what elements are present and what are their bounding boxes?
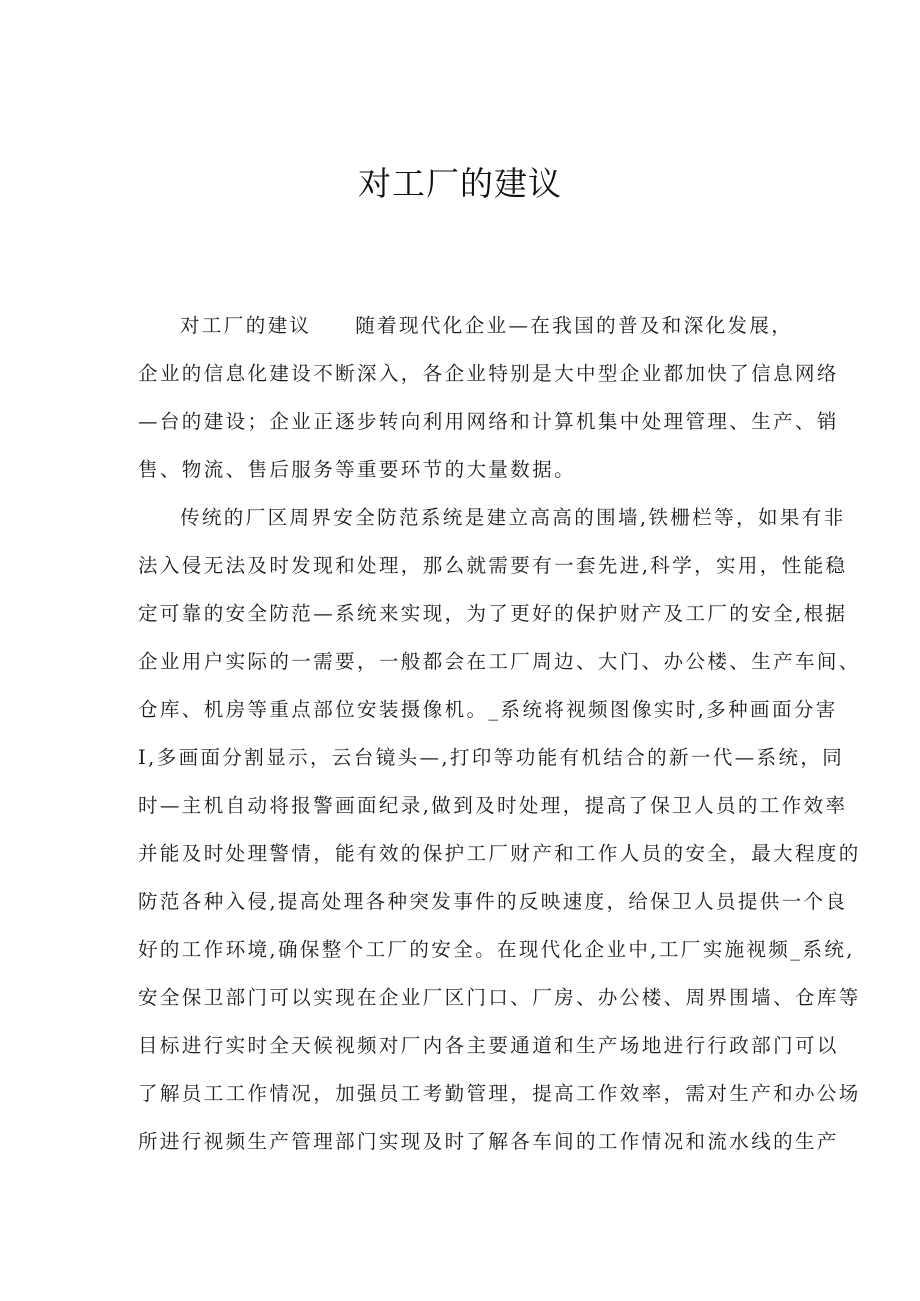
text-line: 企业的信息化建设不断深入，各企业特别是大中型企业都加快了信息网络 — [138, 362, 839, 385]
text-line: 安全保卫部门可以实现在企业厂区门口、厂房、办公楼、周界围墙、仓库等 — [138, 986, 861, 1009]
text-line: 传统的厂区周界安全防范系统是建立高高的围墙,铁栅栏等，如果有非 — [180, 506, 846, 529]
text-line: 定可靠的安全防范—系统来实现，为了更好的保护财产及工厂的安全,根据 — [138, 602, 848, 625]
text-line: 售、物流、售后服务等重要环节的大量数据。 — [138, 458, 577, 481]
text-line: 法入侵无法及时发现和处理，那么就需要有一套先进,科学，实用，性能稳 — [138, 554, 848, 577]
text-line: 防范各种入侵,提高处理各种突发事件的反映速度，给保卫人员提供一个良 — [138, 890, 848, 913]
text-line: —台的建设；企业正逐步转向利用网络和计算机集中处理管理、生产、销 — [138, 410, 839, 433]
text-line: 所进行视频生产管理部门实现及时了解各车间的工作情况和流水线的生产 — [138, 1130, 839, 1153]
text-line: 对工厂的建议 随着现代化企业—在我国的普及和深化发展， — [180, 314, 794, 337]
text-line: 仓库、机房等重点部位安装摄像机。_系统将视频图像实时,多种画面分害 — [138, 698, 838, 721]
text-line: 目标进行实时全天候视频对厂内各主要通道和生产场地进行行政部门可以 — [138, 1034, 839, 1057]
text-line: 企业用户实际的一需要，一般都会在工厂周边、大门、办公楼、生产车间、 — [138, 650, 861, 673]
document-title: 对工厂的建议 — [358, 164, 562, 203]
text-line: 并能及时处理警情，能有效的保护工厂财产和工作人员的安全，最大程度的 — [138, 842, 861, 865]
text-line: 时—主机自动将报警画面纪录,做到及时处理，提高了保卫人员的工作效率 — [138, 794, 848, 817]
text-line: 了解员工工作情况，加强员工考勤管理，提高工作效率，需对生产和办公场 — [138, 1082, 861, 1105]
text-line: I,多画面分割显示，云台镜头—,打印等功能有机结合的新一代—系统，同 — [138, 746, 845, 769]
text-line: 好的工作环境,确保整个工厂的安全。在现代化企业中,工厂实施视频_系统, — [138, 938, 855, 961]
